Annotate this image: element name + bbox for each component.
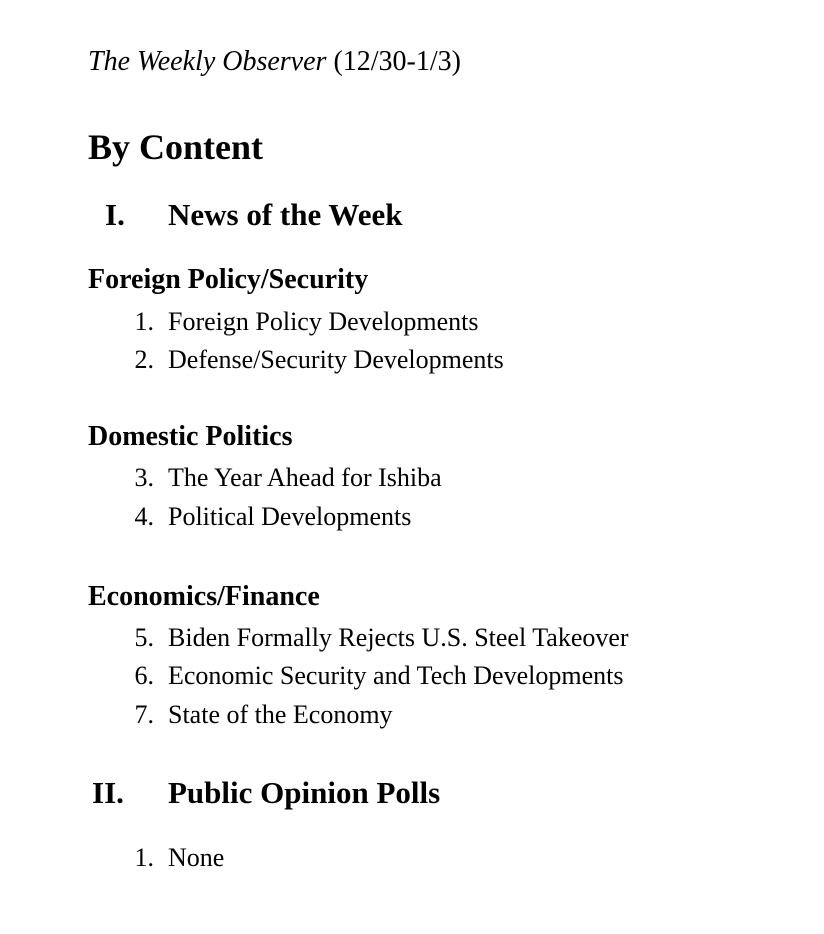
- section-title: News of the Week: [168, 197, 403, 232]
- list-item-text: Economic Security and Tech Developments: [168, 661, 624, 690]
- list-item-text: Political Developments: [168, 502, 412, 531]
- list-item-number: 3.: [134, 463, 154, 492]
- list-item-text: None: [168, 843, 225, 872]
- list-item-text: Foreign Policy Developments: [168, 307, 479, 336]
- list-item-text: State of the Economy: [168, 700, 393, 729]
- list-item-number: 1.: [134, 843, 154, 872]
- group-heading-economics-finance: Economics/Finance: [88, 581, 320, 612]
- main-heading: By Content: [88, 127, 264, 167]
- list-item-number: 7.: [134, 700, 154, 729]
- date-range: (12/30-1/3): [333, 46, 461, 77]
- group-heading-foreign-policy: Foreign Policy/Security: [88, 264, 369, 295]
- list-item-text: Biden Formally Rejects U.S. Steel Takeover: [168, 623, 629, 652]
- group-heading-domestic-politics: Domestic Politics: [88, 421, 293, 452]
- publication-name: The Weekly Observer: [88, 46, 327, 77]
- list-item-text: The Year Ahead for Ishiba: [168, 463, 442, 492]
- list-item-number: 5.: [134, 623, 154, 652]
- list-item-number: 2.: [134, 345, 154, 374]
- list-item-text: Defense/Security Developments: [168, 345, 504, 374]
- section-title: Public Opinion Polls: [168, 775, 441, 810]
- list-item-number: 6.: [134, 661, 154, 690]
- document-title-line: [88, 46, 461, 78]
- section-numeral: II.: [92, 775, 124, 810]
- list-item-number: 4.: [134, 502, 154, 531]
- section-numeral: I.: [105, 197, 125, 232]
- list-item-number: 1.: [134, 307, 154, 336]
